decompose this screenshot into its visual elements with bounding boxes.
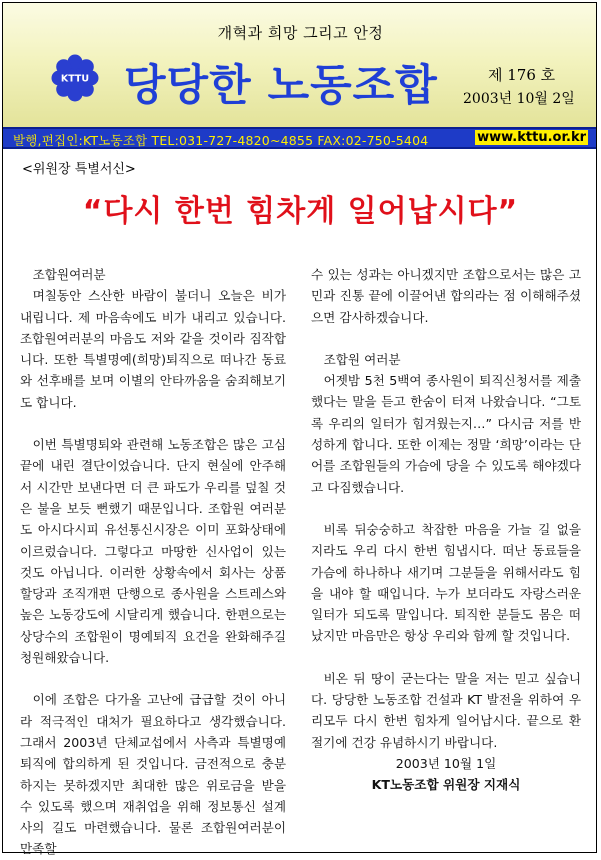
signature-name: KT노동조합 위원장 지재식: [371, 777, 521, 793]
paragraph: 이에 조합은 다가올 고난에 급급할 것이 아니라 적극적인 대처가 필요하다고 생각했습니다. 그래서 2003년 단체교섭에서 사측과 특별명예퇴직에 합의하게 된 것입니다. 금전적으로 충분하지는 못하겠지만 최대한 많은 위로금을 받을 수 있도록 했으며 재취업을 위해 정보통신 설계사의 길도 마련했습니다. 물론 조합원여러분이 만족할: [20, 692, 286, 857]
paragraph: 이번 특별명퇴와 관련해 노동조합은 많은 고심 끝에 내린 결단이었습니다. 단지 현실에 안주해서 시간만 보낸다면 더 큰 파도가 우리를 덮칠 것은 불을 보듯 뻔했기 때문입니다. 조합원 여러분도 아시다시피 유선통신시장은 이미 포화상태에 이르렀습니다. 그렇다고 마땅한 신사업이 있는 것도 아닙니다. 이러한 상황속에서 회사는 상품할당과 조직개편 단행으로 종사원을 스트레스와 높은 노동강도에 시달리게 했습니다. 한편으로는 상당수의 조합원이 명예퇴직 요건을 완화해주길 청원해왔습니다.: [20, 437, 286, 666]
paragraph-continuation: 수 있는 성과는 아니겠지만 조합으로서는 많은 고민과 진통 끝에 이끌어낸 합의라는 점 이해해주셨으면 감사하겠습니다.: [311, 267, 581, 325]
signature-date: 2003년 10월 1일: [395, 755, 497, 771]
section-label: <위원장 특별서신>: [22, 162, 136, 177]
greeting: 조합원여러분: [32, 267, 106, 282]
logo-text: KTTU: [60, 73, 90, 85]
newsletter-title: 당당한 노동조합: [124, 61, 438, 111]
paragraph: 비록 뒤숭숭하고 착잡한 마음을 가늘 길 없을 지라도 우리 다시 한번 힘냅시다. 떠난 동료들을 가슴에 하나하나 새기며 그분들을 위해서라도 힘을 내야 할 때입니다. 누가 보더라도 자랑스러운 일터가 되도록 말입니다. 퇴직한 분들도 몸은 떠났지만 마음만은 항상 우리와 함께 할 것입니다.: [311, 521, 581, 644]
greeting: 조합원 여러분: [323, 351, 401, 367]
publisher-bar: [3, 127, 596, 149]
article-headline: “다시 한번 힘차게 일어납시다”: [82, 194, 519, 229]
website-link[interactable]: www.kttu.or.kr: [477, 130, 586, 145]
paragraph: 비온 뒤 땅이 굳는다는 말을 저는 믿고 싶습니다. 당당한 노동조합 건설과 KT 발전을 위하여 우리모두 다시 한번 힘차게 일어납시다. 끝으로 환절기에 건강 유념하시기 바랍니다.: [311, 670, 581, 750]
article-left-column: [20, 264, 286, 860]
publisher-info: 발행,편집인:KT노동조합 TEL:031-727-4820~4855 FAX:02-750-5404: [13, 133, 429, 148]
kttu-logo-icon: [49, 52, 101, 104]
issue-date: 2003년 10월 2일: [463, 91, 575, 107]
paragraph: 어젯밤 5천 5백여 종사원이 퇴직신청서를 제출했다는 말을 듣고 한숨이 터져 나왔습니다. “그토록 우리의 일터가 힘겨웠는지…” 다시금 저를 반성하게 합니다. 또한 이제는 정말 ‘희망’이라는 단어를 조합원들의 가슴에 당을 수 있도록 해야겠다고 다짐했습니다.: [311, 373, 581, 495]
masthead-tagline: 개혁과 희망 그리고 안정: [217, 24, 384, 42]
paragraph: 며칠동안 스산한 바람이 불더니 오늘은 비가 내립니다. 제 마음속에도 비가 내리고 있습니다. 조합원여러분의 마음도 저와 같을 것이라 짐작합니다. 또한 특별명예(희망)퇴직으로 떠나간 동료와 선후배를 보며 이별의 안타까움을 숨죄해보기도 합니다.: [20, 288, 286, 410]
issue-number: 제 176 호: [488, 66, 556, 84]
article-right-column: [311, 264, 581, 796]
